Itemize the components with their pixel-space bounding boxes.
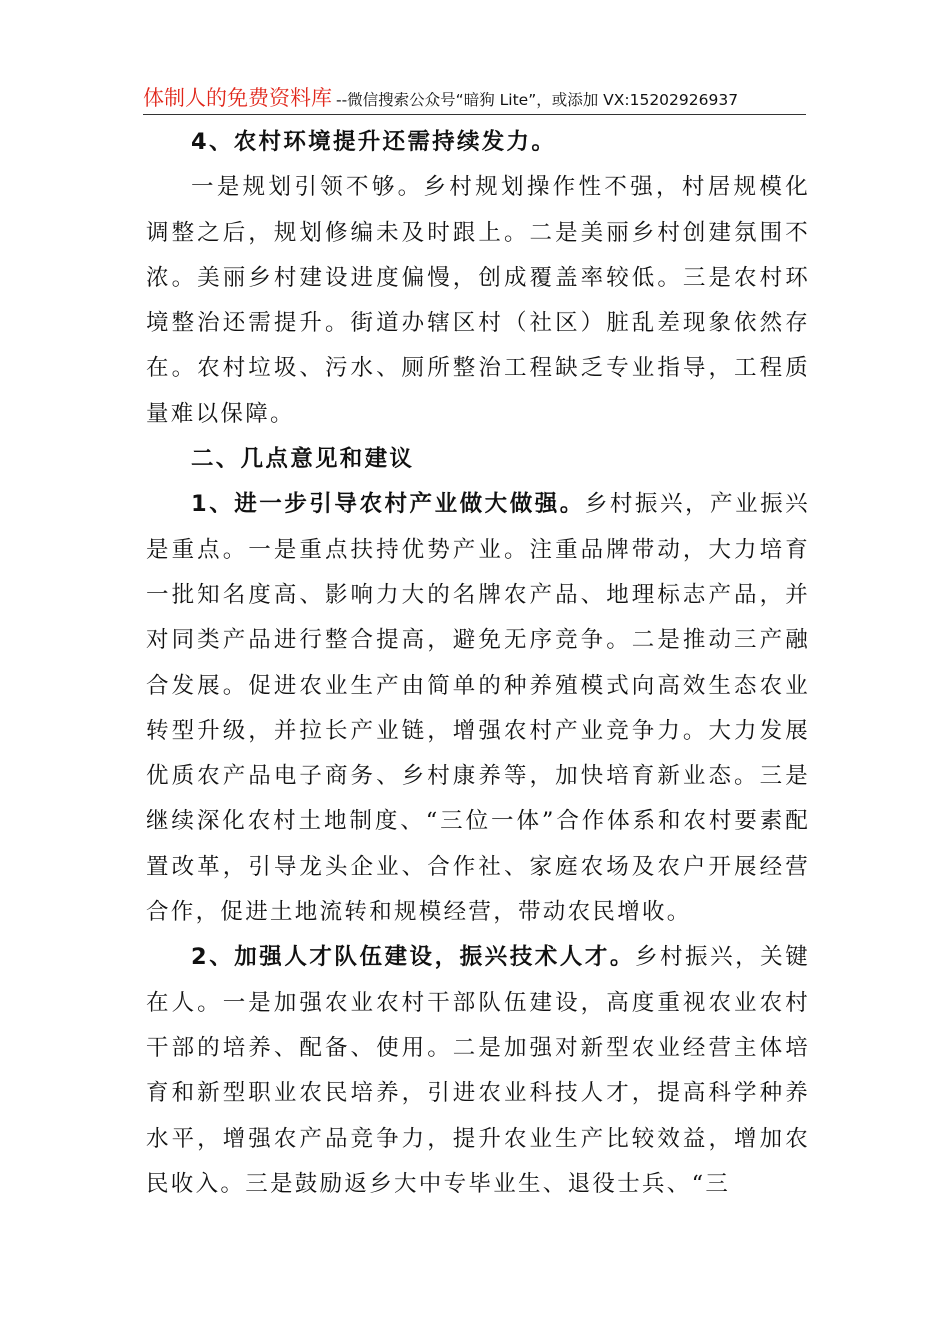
header-brand: 体制人的免费资料库 bbox=[143, 86, 332, 110]
item1-body: 乡村振兴，产业振兴是重点。一是重点扶持优势产业。注重品牌带动，大力培育一批知名度高、影响力大的名牌农产品、地理标志产品，并对同类产品进行整合提高，避免无序竞争。二是推动三产融合发展。促进农业生产由简单的种养殖模式向高效生态农业转型升级，并拉长产业链，增强农村产业竞争力。大力发展优质农产品电子商务、乡村康养等，加快培育新业态。三是继续深化农村土地制度、“三位一体”合作体系和农村要素配置改革，引导龙头企业、合作社、家庭农场及农户开展经营合作，促进土地流转和规模经营，带动农民增收。 bbox=[146, 491, 810, 926]
item2-paragraph bbox=[146, 935, 810, 1207]
item2-lead: 2、加强人才队伍建设，振兴技术人才。 bbox=[191, 944, 635, 971]
section4-paragraph: 一是规划引领不够。乡村规划操作性不强，村居规模化调整之后，规划修编未及时跟上。二是美丽乡村创建氛围不浓。美丽乡村建设进度偏慢，创成覆盖率较低。三是农村环境整治还需提升。街道办辖区村（社区）脏乱差现象依然存在。农村垃圾、污水、厕所整治工程缺乏专业指导，工程质量难以保障。 bbox=[146, 174, 810, 427]
part2-heading: 二、几点意见和建议 bbox=[191, 446, 415, 473]
item1-paragraph bbox=[146, 482, 810, 935]
page-header bbox=[143, 84, 805, 112]
header-note: --微信搜索公众号“暗狗 Lite”，或添加 VX:15202926937 bbox=[336, 91, 739, 109]
header-divider bbox=[143, 114, 806, 115]
section4-heading: 4、农村环境提升还需持续发力。 bbox=[191, 129, 557, 155]
item2-body: 乡村振兴，关键在人。一是加强农业农村干部队伍建设，高度重视农业农村干部的培养、配备、使用。二是加强对新型农业经营主体培育和新型职业农民培养，引进农业科技人才，提高科学种养水平，增强农产品竞争力，提升农业生产比较效益，增加农民收入。三是鼓励返乡大中专毕业生、退役士兵、“三 bbox=[146, 944, 810, 1197]
document-body bbox=[146, 120, 810, 1207]
item1-lead: 1、进一步引导农村产业做大做强。 bbox=[191, 491, 585, 518]
